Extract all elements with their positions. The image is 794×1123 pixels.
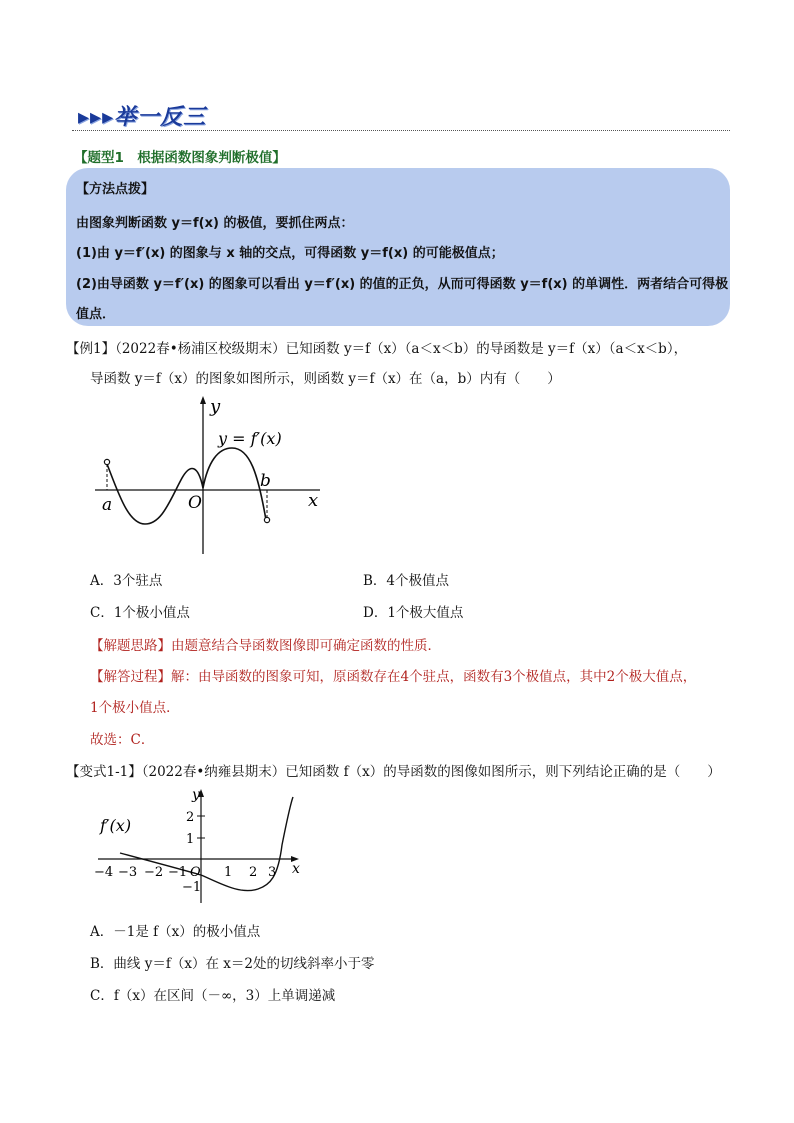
graph1-origin-label: O <box>188 493 202 513</box>
section-banner-title: ▸▸▸举一反三 <box>78 105 207 130</box>
graph2-origin: O <box>190 865 201 880</box>
graph2-func-label: f′(x) <box>100 816 132 835</box>
graph2-xtick-3: 3 <box>268 865 277 880</box>
graph1-x-label: x <box>308 490 319 511</box>
graph2-xtick-1: 1 <box>224 865 233 880</box>
idea-text: 由题意结合导函数图像即可确定函数的性质． <box>171 638 441 654</box>
example1-stem-1: 【例1】（2022春•杨浦区校级期末）已知函数 y＝f（x）（a＜x＜b）的导函数是 y＝f（x）（a＜x＜b）， <box>66 341 688 357</box>
graph1-curve-label: y = f′(x) <box>218 429 282 448</box>
graph2-xtick-neg4: −4 <box>94 865 114 880</box>
method-line-1: 由图象判断函数 y＝f(x) 的极值，要抓住两点： <box>76 216 354 231</box>
example1-idea <box>90 634 441 654</box>
example1-option-a: A．3个驻点 <box>90 573 163 589</box>
graph1-y-label: y <box>210 396 221 417</box>
example1-answer: 故选：C． <box>90 732 155 748</box>
example1-option-c: C．1个极小值点 <box>90 605 190 621</box>
graph1-b-label: b <box>260 471 271 491</box>
graph2-xtick-neg3: −3 <box>118 865 138 880</box>
graph2-ytick-2: 2 <box>186 810 195 825</box>
variant1-option-a: A．－1是 f（x）的极小值点 <box>90 924 261 940</box>
method-line-3: (2)由导函数 y＝f′(x) 的图象可以看出 y＝f′(x) 的值的正负，从而可得函数 y＝f(x) 的单调性．两者结合可得极 <box>76 277 729 292</box>
example1-derivative-graph <box>90 392 340 562</box>
process-label: 【解答过程】 <box>90 669 171 685</box>
graph1-a-label: a <box>102 495 113 515</box>
graph2-xtick-neg1: −1 <box>168 865 188 880</box>
graph2-ytick-neg1: −1 <box>182 880 202 895</box>
method-title: 【方法点拨】 <box>76 182 155 197</box>
variant1-option-b: B．曲线 y＝f（x）在 x＝2处的切线斜率小于零 <box>90 956 375 972</box>
example1-option-b: B．4个极值点 <box>363 573 450 589</box>
example1-process <box>90 665 696 685</box>
graph2-y-label: y <box>192 787 200 803</box>
graph2-x-label: x <box>292 861 300 877</box>
idea-label: 【解题思路】 <box>90 638 171 654</box>
type-heading: 【题型1 根据函数图象判断极值】 <box>74 150 286 166</box>
variant1-stem: 【变式1-1】（2022春•纳雍县期末）已知函数 f（x）的导函数的图像如图所示，则下列结论正确的是（ ） <box>66 764 721 780</box>
variant1-derivative-graph <box>90 785 320 907</box>
process-text: 解：由导函数的图象可知，原函数存在4个驻点，函数有3个极值点，其中2个极大值点， <box>171 669 697 685</box>
method-line-4: 值点． <box>76 307 116 322</box>
graph2-ytick-1: 1 <box>186 832 195 847</box>
graph2-xtick-2: 2 <box>249 865 258 880</box>
example1-process-2: 1个极小值点． <box>90 700 180 716</box>
dotted-divider <box>72 130 730 131</box>
example1-option-d: D．1个极大值点 <box>363 605 464 621</box>
method-line-2: (1)由 y＝f′(x) 的图象与 x 轴的交点，可得函数 y＝f(x) 的可能极值点； <box>76 246 504 261</box>
example1-stem-2: 导函数 y＝f（x）的图象如图所示，则函数 y＝f（x）在（a，b）内有（ ） <box>90 371 561 387</box>
graph2-xtick-neg2: −2 <box>144 865 164 880</box>
variant1-option-c: C．f（x）在区间（－∞，3）上单调递减 <box>90 988 336 1004</box>
